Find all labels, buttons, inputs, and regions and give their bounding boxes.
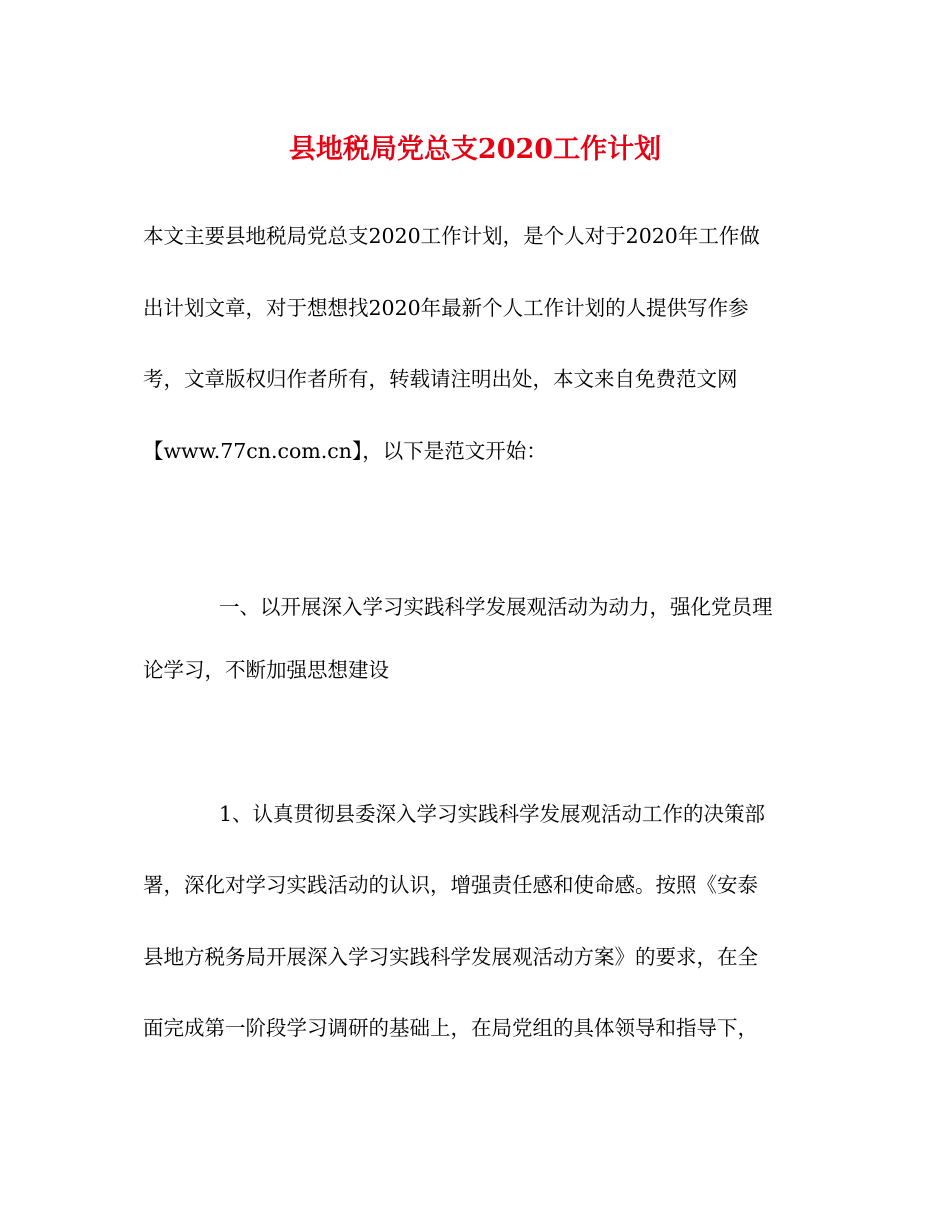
item-1-line-2: 署，深化对学习实践活动的认识，增强责任感和使命感。按照《安泰	[143, 873, 758, 897]
item-1-line-3: 县地方税务局开展深入学习实践科学发展观活动方案》的要求，在全	[143, 945, 758, 969]
section-heading-line-1: 一、以开展深入学习实践科学发展观活动为动力，强化党员理	[219, 595, 773, 619]
paragraph-line-4: 【www.77cn.com.cn】，以下是范文开始：	[143, 439, 547, 463]
item-1-line-1: 1、认真贯彻县委深入学习实践科学发展观活动工作的决策部	[219, 802, 766, 826]
paragraph-line-1: 本文主要县地税局党总支2020工作计划，是个人对于2020年工作做	[143, 224, 760, 248]
paragraph-line-3: 考，文章版权归作者所有，转载请注明出处，本文来自免费范文网	[143, 367, 738, 391]
section-heading-line-2: 论学习，不断加强思想建设	[143, 658, 389, 682]
paragraph-line-2: 出计划文章，对于想想找2020年最新个人工作计划的人提供写作参	[143, 296, 749, 320]
item-1-line-4: 面完成第一阶段学习调研的基础上，在局党组的具体领导和指导下，	[143, 1016, 758, 1040]
document-title: 县地税局党总支2020工作计划	[288, 134, 662, 165]
